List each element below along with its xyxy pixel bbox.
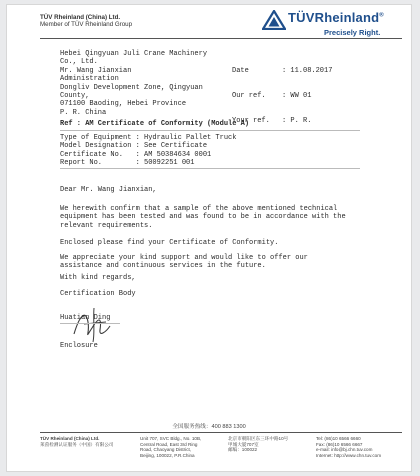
handwritten-signature [66, 304, 126, 344]
header-divider [40, 38, 402, 39]
footer-company-cn: 莱茵检测认证服务（中国）有限公司 [40, 441, 114, 447]
footer-address-cn: 北京市朝阳区东三环中路10号 甲城大厦707室 邮编：100022 [228, 436, 289, 453]
footer-contact: Tel: (86)10 6566 6660 Fax: (86)10 6566 6667 e-mail: info@bj.chn.tuv.com Internet: http://www.chn.tuv.com [316, 436, 382, 458]
enclosure-note: Enclosure [60, 342, 98, 350]
recipient-line: County, [60, 92, 90, 101]
date-label: Date [232, 66, 249, 75]
closing: With kind regards, [60, 274, 136, 282]
footer-company-en: TÜV Rheinland (China) Ltd. [40, 436, 100, 441]
recipient-line: Hebei Qingyuan Juli Crane Machinery [60, 50, 208, 58]
our-ref-label: Our ref. [232, 92, 266, 101]
equipment-row: Certificate No. : AM 50384634 0001 [60, 150, 212, 159]
salutation: Dear Mr. Wang Jianxian, [60, 186, 157, 194]
signature-line [60, 323, 120, 324]
date-value: : 11.08.2017 [282, 66, 333, 75]
recipient-line: 071100 Baoding, Hebei Province [60, 100, 187, 109]
recipient-address [60, 50, 207, 117]
paragraph-enclosed: Enclosed please find your Certificate of Conformity. [60, 239, 279, 247]
signer-name: Huatian Ding [60, 314, 111, 322]
logo-registered: ® [379, 12, 384, 19]
company-name: TÜV Rheinland (China) Ltd. [40, 14, 121, 21]
footer-divider [40, 432, 402, 433]
brand-tagline: Precisely Right. [324, 28, 381, 37]
footer-company [40, 436, 114, 447]
your-ref-value: : P. R. [282, 117, 312, 126]
document-page [6, 4, 412, 472]
sender: Certification Body [60, 290, 136, 298]
brand-logo-text [288, 10, 384, 25]
our-ref-value: : WW 01 [282, 92, 312, 101]
paragraph-confirmation: We herewith confirm that a sample of the above mentioned technical equipment has been tested and was found to be in accordance with the relevant requirements. [60, 205, 346, 230]
your-ref-label: Your ref. [232, 117, 270, 126]
logo-wordmark: TÜVRheinland [288, 10, 380, 25]
recipient-line: Dongliv Development Zone, Qingyuan [60, 83, 203, 92]
footer-hotline: 全国服务热线：400 883 1300 [172, 424, 246, 430]
company-group: Member of TÜV Rheinland Group [40, 21, 133, 29]
equipment-underline [60, 168, 360, 169]
recipient-line: P. R. China [60, 108, 107, 117]
equipment-row: Model Designation : See Certificate [60, 142, 208, 151]
equipment-row: Type of Equipment : Hydraulic Pallet Truck [60, 134, 237, 142]
paragraph-appreciation: We appreciate your kind support and would like to offer our assistance and continuous services in the future. [60, 254, 308, 271]
reference-line: Ref : AM Certificate of Conformity (Module A) [60, 120, 250, 128]
reference-underline [60, 130, 360, 131]
equipment-details [60, 134, 236, 168]
recipient-line: Mr. Wang Jianxian [60, 66, 132, 75]
letter-meta [232, 50, 332, 142]
recipient-line: Co., Ltd. [60, 58, 98, 67]
footer-address-en: Unit 707, SVC Bldg., No. 10B, Central Road, East 3rd Ring Road, Chaoyang District, Beijing, 100022, P.R.China [140, 436, 202, 458]
recipient-line: Administration [60, 75, 119, 84]
tuv-triangle-logo-icon [262, 10, 286, 30]
letterhead-company [40, 14, 132, 28]
equipment-row: Report No. : 50092251 001 [60, 159, 195, 168]
